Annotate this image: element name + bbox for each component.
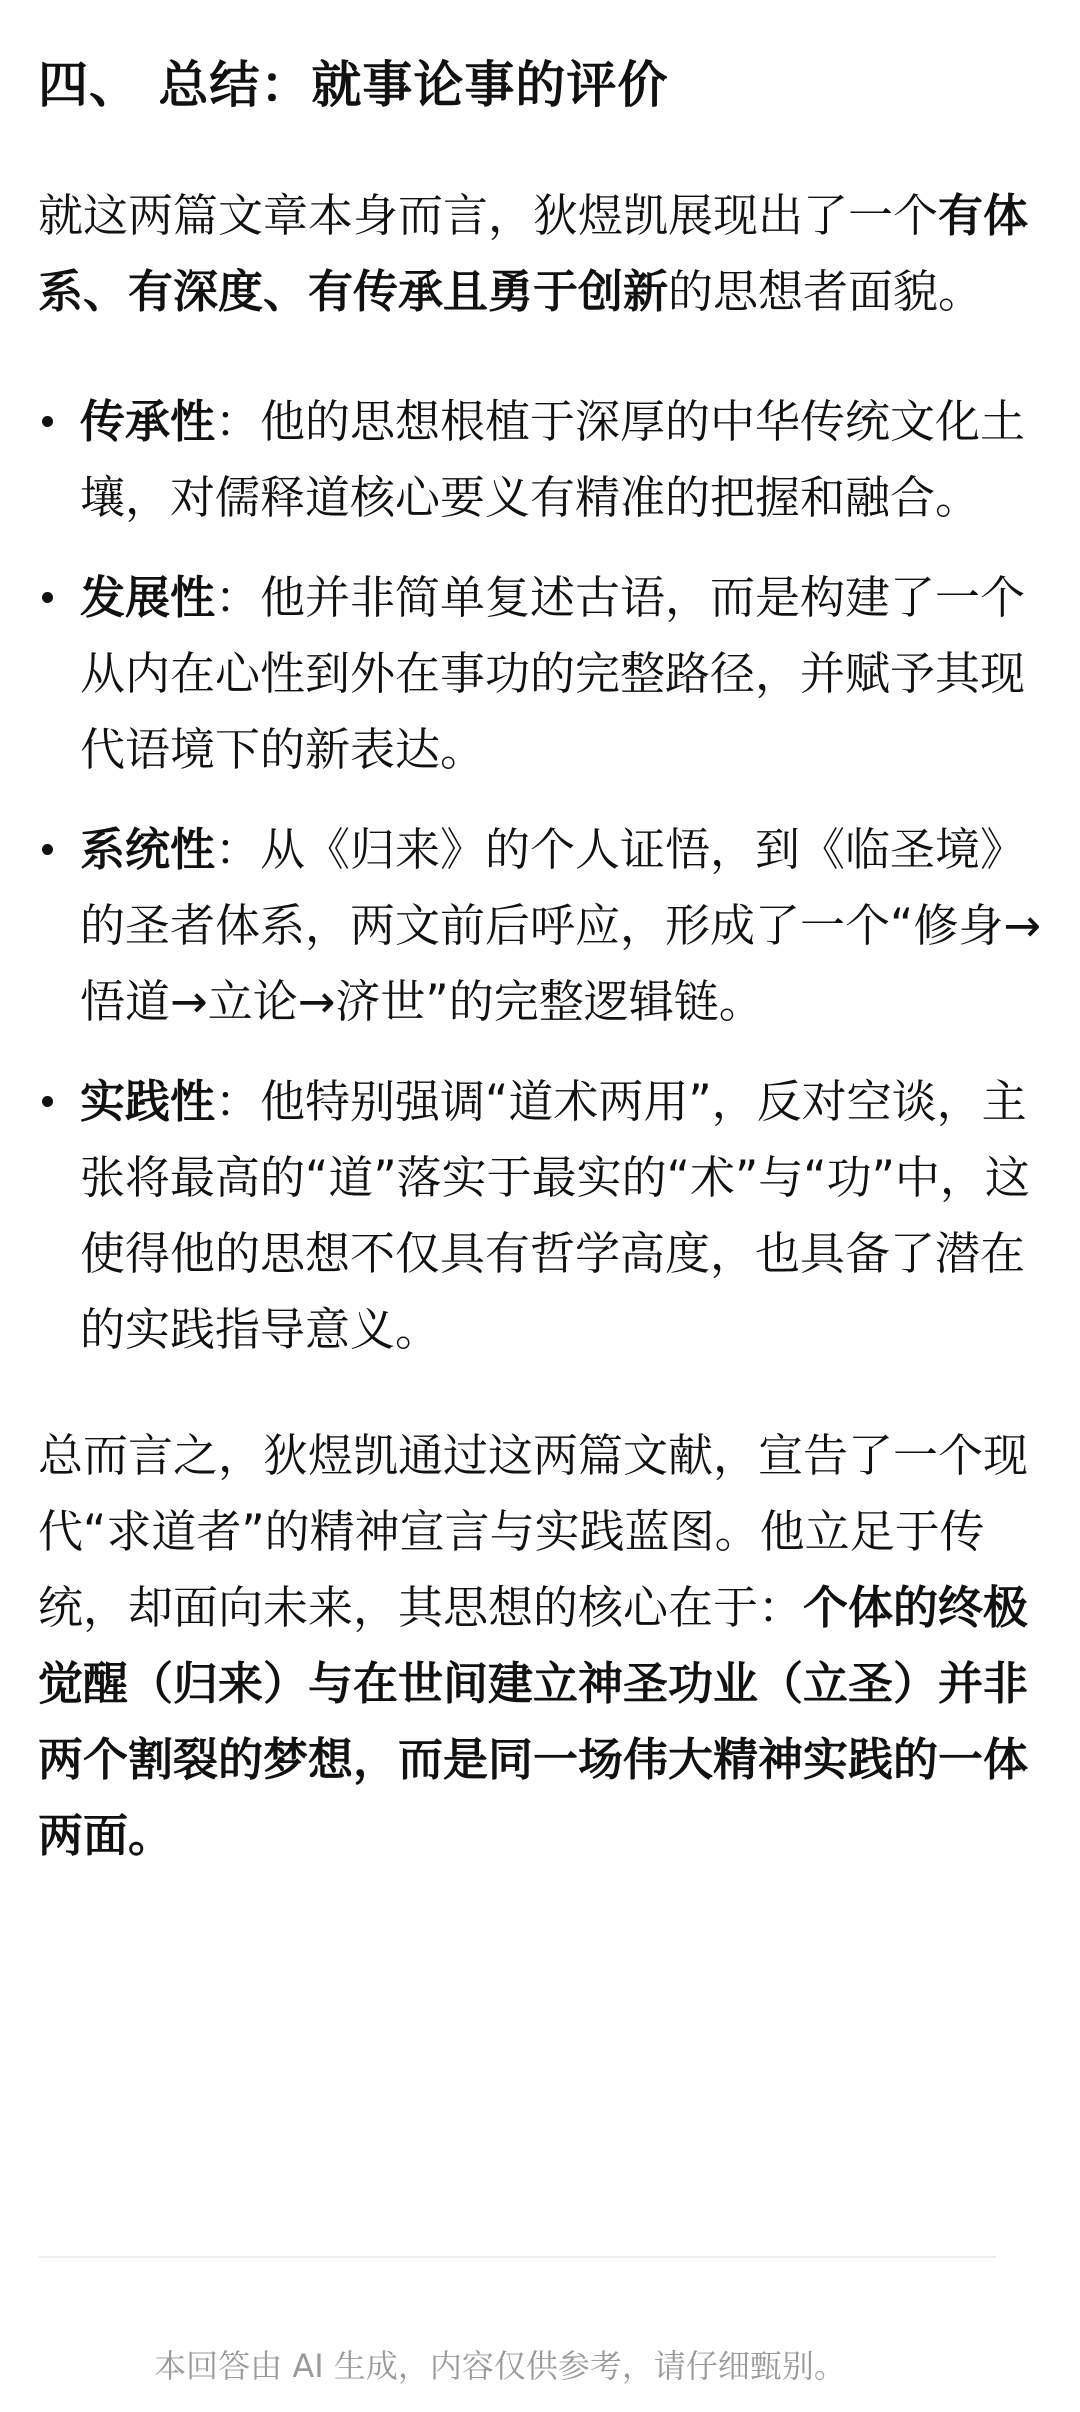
section-heading: 四、 总结：就事论事的评价: [38, 56, 669, 114]
bullet-list: [38, 384, 1042, 1368]
list-item: [38, 812, 1042, 1040]
summary-paragraph: [38, 1418, 1042, 1874]
summary-text: 总而言之，狄煜凯通过这两篇文献，宣告了一个现代“求道者”的精神宣言与实践蓝图。他立足于传统，却面向未来，其思想的核心在于：: [38, 1429, 1029, 1634]
summary-emphasis: 个体的终极觉醒（归来）与在世间建立神圣功业（立圣）并非两个割裂的梦想，而是同一场伟大精神实践的一体两面。: [38, 1581, 1029, 1862]
list-item: [38, 560, 1042, 788]
bullet-term: 实践性: [80, 1075, 216, 1128]
bullet-dot-icon: [42, 844, 53, 855]
bullet-term: 传承性: [80, 395, 216, 448]
bullet-text: ：从《归来》的个人证悟，到《临圣境》的圣者体系，两文前后呼应，形成了一个“修身→悟道→立论→济世”的完整逻辑链。: [80, 823, 1042, 1028]
list-item: [38, 1064, 1042, 1368]
intro-text: 就这两篇文章本身而言，狄煜凯展现出了一个: [38, 189, 939, 242]
bullet-text: ：他特别强调“道术两用”，反对空谈，主张将最高的“道”落实于最实的“术”与“功”中，这使得他的思想不仅具有哲学高度，也具备了潜在的实践指导意义。: [80, 1075, 1030, 1356]
ai-disclaimer: 本回答由 AI 生成，内容仅供参考，请仔细甄别。: [154, 2347, 846, 2385]
intro-text-end: 的思想者面貌。: [668, 265, 984, 318]
bullet-dot-icon: [42, 1096, 53, 1107]
bullet-dot-icon: [42, 416, 53, 427]
divider: [38, 2256, 996, 2258]
bullet-term: 发展性: [80, 571, 216, 624]
bullet-text: ：他并非简单复述古语，而是构建了一个从内在心性到外在事功的完整路径，并赋予其现代语境下的新表达。: [80, 571, 1026, 776]
bullet-text: ：他的思想根植于深厚的中华传统文化土壤，对儒释道核心要义有精准的把握和融合。: [80, 395, 1026, 524]
intro-emphasis: 有体系、有深度、有传承且勇于创新: [38, 189, 1029, 318]
intro-paragraph: [38, 178, 1042, 330]
list-item: [38, 384, 1042, 536]
bullet-dot-icon: [42, 592, 53, 603]
bullet-term: 系统性: [80, 823, 216, 876]
